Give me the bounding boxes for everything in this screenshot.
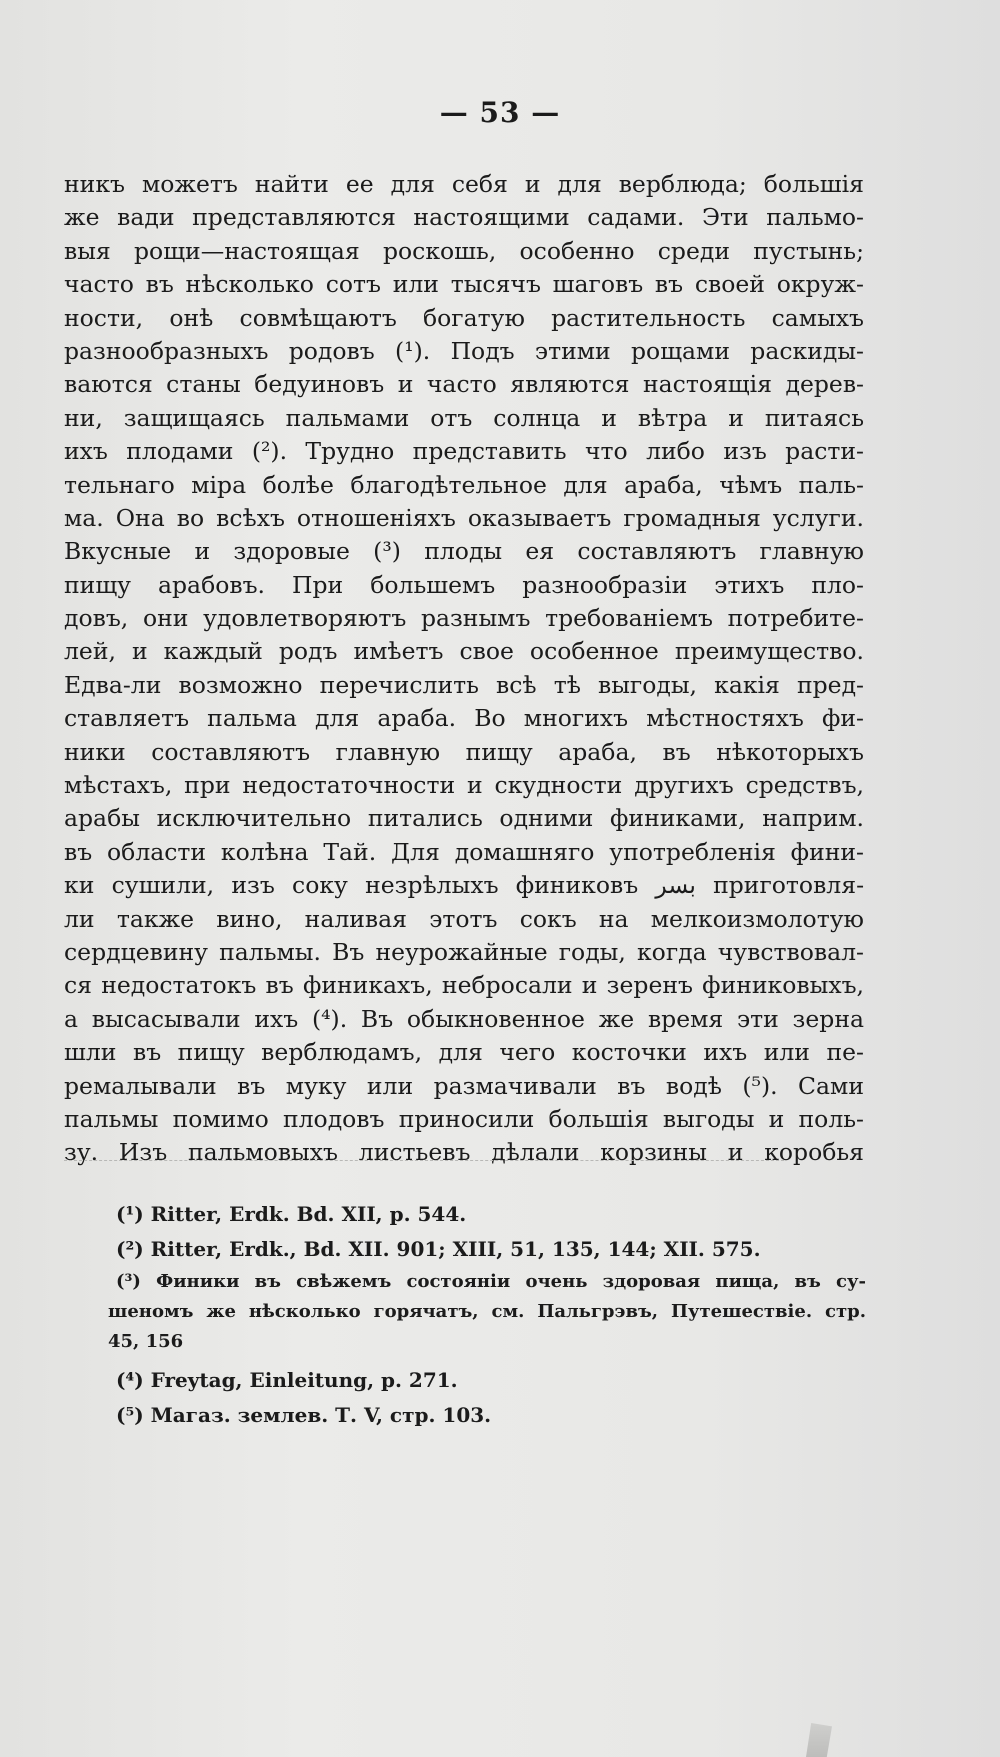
body-line: ставляетъ пальма для араба. Во многихъ мѣстностяхъ фи- xyxy=(64,704,864,733)
body-line: въ области колѣна Тай. Для домашняго употребленія фини- xyxy=(64,837,864,866)
body-line: выя рощи—настоящая роскошь, особенно среди пустынь; xyxy=(64,236,864,265)
footnote-3-line: шеномъ же нѣсколько горячатъ, см. Пальгрэвъ, Путешествіе. стр. xyxy=(108,1301,866,1322)
body-line: довъ, они удовлетворяютъ разнымъ требованіемъ потребите- xyxy=(64,604,864,633)
body-line: Вкусные и здоровые (³) плоды ея составляютъ главную xyxy=(64,537,864,566)
body-line: ли также вино, наливая этотъ сокъ на мелкоизмолотую xyxy=(64,904,864,933)
footnote-1: (¹) Ritter, Erdk. Bd. XII, p. 544. xyxy=(116,1202,467,1226)
body-text xyxy=(64,168,864,1170)
body-line: ники составляютъ главную пищу араба, въ нѣкоторыхъ xyxy=(64,737,864,766)
body-line: сердцевину пальмы. Въ неурожайные годы, когда чувствовал- xyxy=(64,937,864,966)
footnote-3 xyxy=(108,1267,866,1357)
paper-tab-mark xyxy=(806,1723,832,1757)
body-line: никъ можетъ найти ее для себя и для верблюда; большія xyxy=(64,170,864,198)
body-line: ихъ плодами (²). Трудно представить что либо изъ расти- xyxy=(64,437,864,466)
body-line: ремалывали въ муку или размачивали въ водѣ (⁵). Сами xyxy=(64,1071,864,1100)
body-line: а высасывали ихъ (⁴). Въ обыкновенное же время эти зерна xyxy=(64,1004,864,1033)
body-line: арабы исключительно питались одними финиками, наприм. xyxy=(64,804,864,833)
body-line: разнообразныхъ родовъ (¹). Подъ этими рощами раскиды- xyxy=(64,336,864,365)
body-line: часто въ нѣсколько сотъ или тысячъ шаговъ въ своей окруж- xyxy=(64,270,864,299)
body-line: шли въ пищу верблюдамъ, для чего косточки ихъ или пе- xyxy=(64,1038,864,1067)
page-number: — 53 — xyxy=(439,96,561,129)
footnotes xyxy=(108,1197,866,1433)
body-line: мѣстахъ, при недостаточности и скудности другихъ средствъ, xyxy=(64,771,864,800)
footnote-2: (²) Ritter, Erdk., Bd. XII. 901; XIII, 51, 135, 144; XII. 575. xyxy=(116,1237,761,1261)
body-line: ности, онѣ совмѣщаютъ богатую растительность самыхъ xyxy=(64,303,864,332)
body-line: пальмы помимо плодовъ приносили большія выгоды и поль- xyxy=(64,1104,864,1133)
body-line: лей, и каждый родъ имѣетъ свое особенное преимущество. xyxy=(64,637,864,666)
footnote-5: (⁵) Магаз. землев. Т. V, стр. 103. xyxy=(116,1403,492,1427)
body-line: же вади представляются настоящими садами. Эти пальмо- xyxy=(64,203,864,232)
body-line: ма. Она во всѣхъ отношеніяхъ оказываетъ громадныя услуги. xyxy=(64,503,864,532)
body-line: ся недостатокъ въ финикахъ, небросали и зеренъ финиковыхъ, xyxy=(64,971,864,1000)
footnote-3-line: (³) Финики въ свѣжемъ состояніи очень здоровая пища, въ су- xyxy=(116,1271,866,1292)
body-line: пищу арабовъ. При большемъ разнообразіи этихъ пло- xyxy=(64,570,864,599)
body-line: ни, защищаясь пальмами отъ солнца и вѣтра и питаясь xyxy=(64,403,864,432)
footnote-4: (⁴) Freytag, Einleitung, p. 271. xyxy=(116,1368,458,1392)
body-line: тельнаго міра болѣе благодѣтельное для араба, чѣмъ паль- xyxy=(64,470,864,499)
footnote-3-line: 45, 156 xyxy=(108,1331,184,1352)
body-line: ки сушили, изъ соку незрѣлыхъ финиковъ بسر приготовля- xyxy=(64,871,865,900)
footnote-separator xyxy=(64,1160,784,1161)
body-line: зу. Изъ пальмовыхъ листьевъ дѣлали корзины и коробья xyxy=(64,1138,864,1167)
body-line: Едва-ли возможно перечислить всѣ тѣ выгоды, какія пред- xyxy=(64,670,864,699)
body-line: ваются станы бедуиновъ и часто являются настоящія дерев- xyxy=(64,370,864,399)
